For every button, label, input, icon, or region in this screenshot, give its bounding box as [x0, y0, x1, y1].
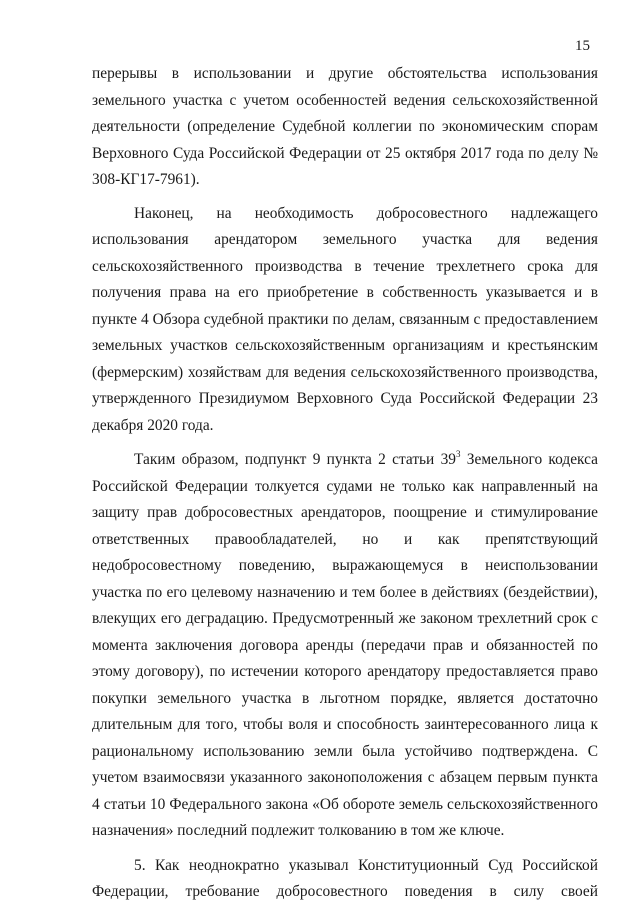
article-superscript: 3: [455, 448, 461, 459]
paragraph-thus-start: Таким образом, подпункт 9 пункта 2 статьи 39: [134, 451, 456, 468]
paragraph-thus-rest: Земельного кодекса Российской Федерации толкуется судами не только как направленный на защиту прав добросовестных арендаторов, поощрение и стимулирование ответственных правообладателей, но и как препятствующий недобросовестному поведению, выражающемуся в неиспользовании участка по его целевому назначению и тем более в действиях (бездействии), влекущих его деградацию. Предусмотренный же законом трехлетний срок с момента заключения договора аренды (передачи прав и обязанностей по этому договору), по истечении которого арендатору предоставляется право покупки земельного участка в льготном порядке, является достаточно длительным для того, чтобы воля и способность заинтересованного лица к рациональному использованию земли была устойчиво подтверждена. С учетом взаимосвязи указанного законоположения с абзацем первым пункта 4 статьи 10 Федерального закона «Об обороте земель сельскохозяйственного назначения» последний подлежит толкованию в том же ключе.: [92, 451, 598, 839]
document-body: [92, 61, 598, 906]
page-number: 15: [575, 38, 590, 54]
paragraph-point-5: 5. Как неоднократно указывал Конституционный Суд Российской Федерации, требование добросовестного поведения в силу своей: [92, 856, 598, 900]
paragraph-thus: [92, 447, 598, 845]
paragraph-continuation: перерывы в использовании и другие обстоятельства использования земельного участка с учетом особенностей ведения сельскохозяйственной деятельности (определение Судебной коллегии по экономическим спорам Верховного Суда Российской Федерации от 25 октября 2017 года по делу № 308-КГ17-7961).: [92, 65, 598, 188]
paragraph-finally: Наконец, на необходимость добросовестного надлежащего использования арендатором земельного участка для ведения сельскохозяйственного производства в течение трехлетнего срока для получения права на его приобретение в собственность указывается и в пункте 4 Обзора судебной практики по делам, связанным с предоставлением земельных участков сельскохозяйственным организациям и крестьянским (фермерским) хозяйствам для ведения сельскохозяйственного производства, утвержденного Президиумом Верховного Суда Российской Федерации 23 декабря 2020 года.: [92, 204, 598, 434]
